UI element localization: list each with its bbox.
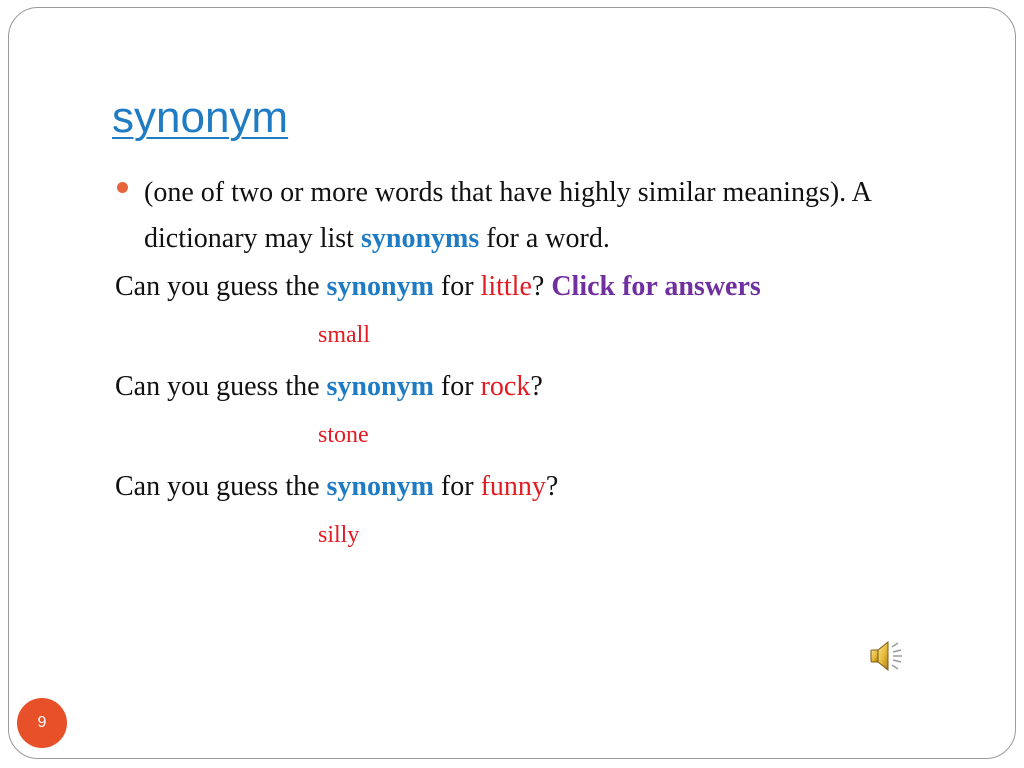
question-2-keyword: synonym [326, 371, 434, 402]
definition-bullet [115, 170, 915, 262]
question-2-suffix: ? [530, 371, 543, 402]
definition-keyword: synonyms [360, 223, 480, 254]
question-3-suffix: ? [545, 471, 559, 502]
answer-3: silly [318, 522, 360, 548]
question-1-word: little [480, 271, 532, 302]
question-3 [115, 469, 558, 505]
speaker-icon[interactable] [868, 638, 906, 674]
question-1-suffix: ? [531, 271, 545, 302]
bullet-dot-icon [117, 182, 128, 193]
answer-2: stone [318, 422, 369, 448]
question-3-middle: for [433, 471, 481, 502]
definition-text [144, 170, 904, 262]
question-2-prefix: Can you guess the [115, 371, 327, 402]
question-2 [115, 369, 543, 405]
definition-part1: (one of two or more words that have highly similar meanings). A dictionary may list [144, 177, 871, 254]
question-3-prefix: Can you guess the [115, 471, 327, 502]
question-1-keyword: synonym [326, 271, 434, 302]
question-3-keyword: synonym [326, 471, 434, 502]
question-1 [115, 269, 761, 305]
question-3-word: funny [480, 471, 546, 502]
question-1-prefix: Can you guess the [115, 271, 327, 302]
answer-1: small [318, 322, 370, 348]
click-for-answers-link[interactable]: Click for answers [544, 271, 761, 302]
question-1-middle: for [433, 271, 481, 302]
question-2-middle: for [433, 371, 481, 402]
definition-part2: for a word. [479, 223, 610, 254]
question-2-word: rock [480, 371, 531, 402]
page-number-badge: 9 [17, 698, 67, 748]
slide-title-link[interactable]: synonym [112, 93, 289, 142]
